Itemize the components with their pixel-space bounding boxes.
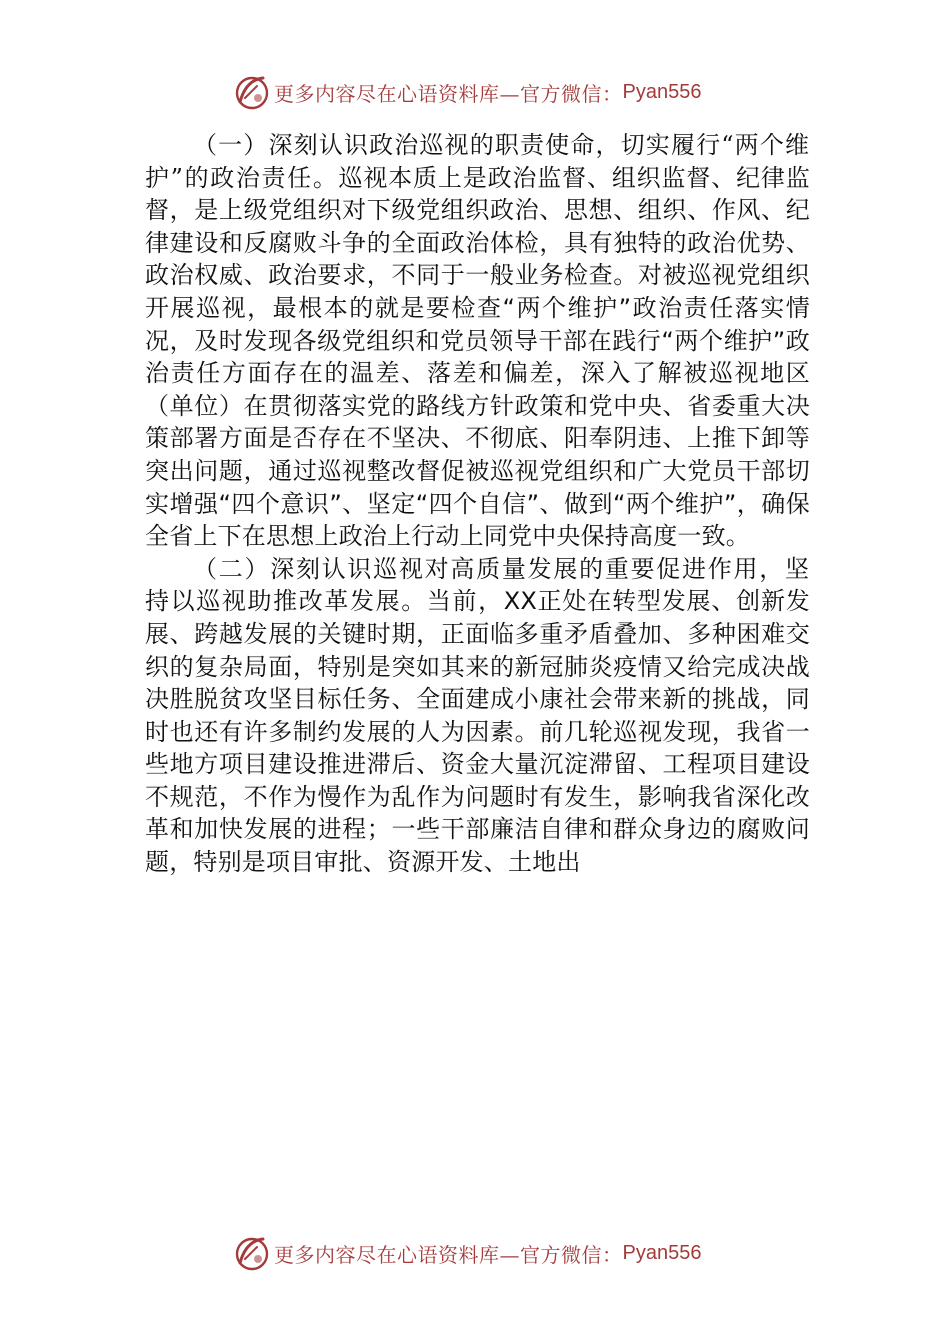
paragraph-2-body: XX正处在转型发展、创新发展、跨越发展的关键时期，正面临多重矛盾叠加、多种困难交织的复杂局面，特别是突如其来的新冠肺炎疫情又给完成决战决胜脱贫攻坚目标任务、全面建成小康社会带来新的挑战，同时也还有许多制约发展的人为因素。前几轮巡视发现，我省一些地方项目建设推进滞后、资金大量沉淀滞留、工程项目建设不规范，不作为慢作为乱作为问题时有发生，影响我省深化改革和加快发展的进程；一些干部廉洁自律和群众身边的腐败问题，特别是项目审批、资源开发、土地出 [145,587,811,877]
header-watermark [232,72,701,112]
paragraph-2 [145,553,810,879]
watermark-text: 更多内容尽在心语资料库—官方微信： [274,81,623,106]
footer-watermark [232,1233,701,1273]
paragraph-1 [145,129,810,553]
document-body [145,129,810,879]
watermark-text: 更多内容尽在心语资料库—官方微信： [274,1242,623,1267]
paragraph-1-body: 巡视本质上是政治监督、组织监督、纪律监督，是上级党组织对下级党组织政治、思想、组织、作风、纪律建设和反腐败斗争的全面政治体检，具有独特的政治优势、政治权威、政治要求，不同于一般业务检查。对被巡视党组织开展巡视，最根本的就是要检查“两个维护”政治责任落实情况，及时发现各级党组织和党员领导干部在践行“两个维护”政治责任方面存在的温差、落差和偏差，深入了解被巡视地区（单位）在贯彻落实党的路线方针政策和党中央、省委重大决策部署方面是否存在不坚决、不彻底、阳奉阴违、上推下卸等突出问题，通过巡视整改督促被巡视党组织和广大党员干部切实增强“四个意识”、坚定“四个自信”、做到“两个维护”，确保全省上下在思想上政治上行动上同党中央保持高度一致。 [145,163,810,551]
watermark-wechat-id: Pyan556 [622,80,702,103]
paragraph-1-heading: （一）深刻认识政治巡视的职责使命，切实履行“两个维护”的政治责任。 [145,131,810,192]
logo-seal-icon [232,72,272,112]
watermark-wechat-id: Pyan556 [622,1241,702,1264]
logo-seal-icon [232,1233,272,1273]
paragraph-2-heading: （二）深刻认识巡视对高质量发展的重要促进作用，坚持以巡视助推改革发展。当前， [145,554,810,616]
